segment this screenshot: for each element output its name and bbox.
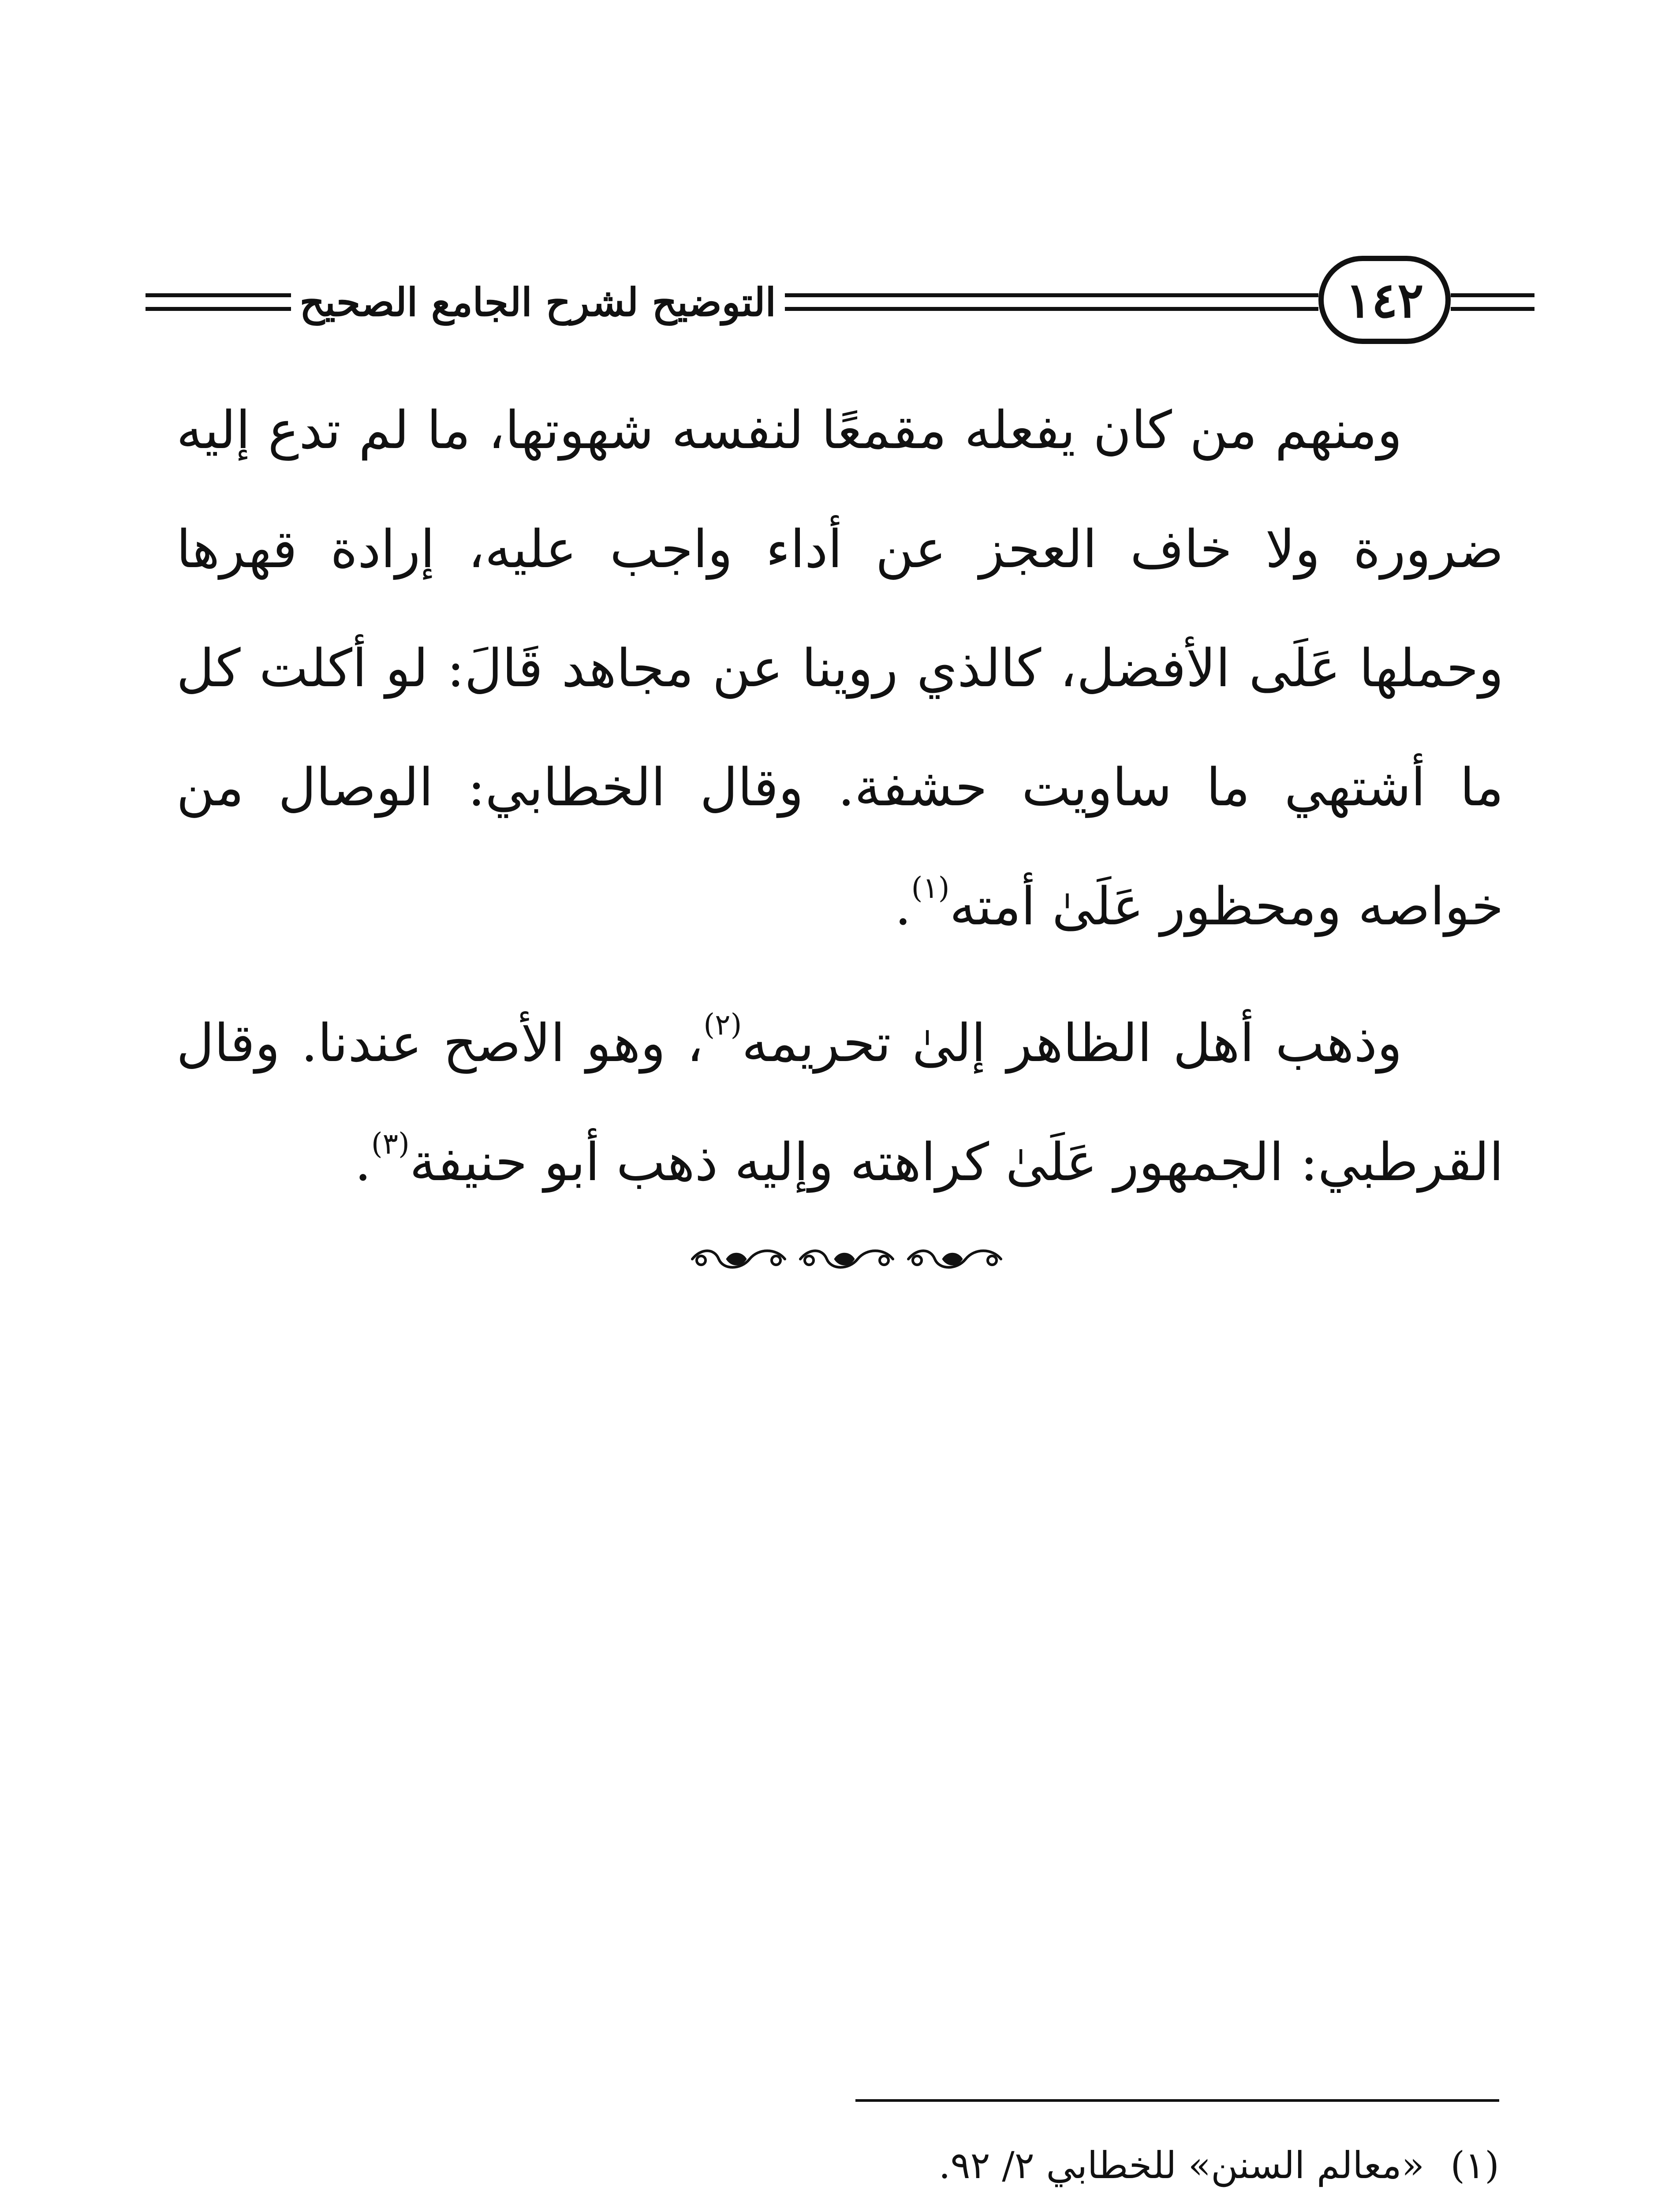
- page-number: ١٤٢: [1318, 256, 1451, 344]
- footnote-ref-3: (٣): [371, 1127, 410, 1161]
- footnote-number: (١): [1450, 2144, 1499, 2187]
- paragraph-2-text-b: ، وهو الأصح عندنا. وقال القرطبي: الجمهور عَلَىٰ كراهته وإليه ذهب أبو حنيفة: [176, 1013, 1504, 1192]
- footnote-text: «معالم السنن» للخطابي ٢/ ٩٢.: [938, 2144, 1424, 2187]
- paragraph-1-end: .: [895, 876, 911, 937]
- footnote-text: [168, 2201, 1424, 2205]
- footnote-ref-1: (١): [911, 871, 950, 905]
- footnote-1: [168, 2130, 1499, 2201]
- paragraph-1: [176, 370, 1504, 966]
- floral-motif-3: [908, 1251, 1001, 1267]
- paragraph-2-text-a: وذهب أهل الظاهر إلىٰ تحريمه: [742, 1013, 1403, 1073]
- paragraph-1-text: ومنهم من كان يفعله مقمعًا لنفسه شهوتها، ما لم تدع إليه ضرورة ولا خاف العجز عن أداء واجب عليه، إرادة قهرها وحملها عَلَى الأفضل، كالذي روينا عن مجاهد قَالَ: لو أكلت كل ما أشتهي ما ساويت حشفة. وقال الخطابي: الوصال من خواصه ومحظور عَلَىٰ أمته: [176, 400, 1504, 937]
- paragraph-2-end: .: [355, 1132, 371, 1192]
- footnote-2: [168, 2201, 1499, 2205]
- page-header: [146, 247, 1534, 357]
- header-rule-middle: [785, 293, 1318, 311]
- header-rule-left: [146, 293, 291, 311]
- footnote-ref-2: (٢): [703, 1008, 742, 1042]
- main-text: [176, 370, 1504, 1222]
- paragraph-2: [176, 983, 1504, 1222]
- floral-motif-2: [800, 1251, 893, 1267]
- floral-divider-icon: [688, 1239, 1005, 1279]
- floral-motif-1: [692, 1251, 785, 1267]
- running-title: التوضيح لشرح الجامع الصحيح: [299, 279, 776, 325]
- footnote-number: [1424, 2201, 1499, 2205]
- footnotes: [168, 2130, 1499, 2205]
- footnote-separator: [855, 2099, 1499, 2102]
- header-rule-right: [1451, 293, 1534, 311]
